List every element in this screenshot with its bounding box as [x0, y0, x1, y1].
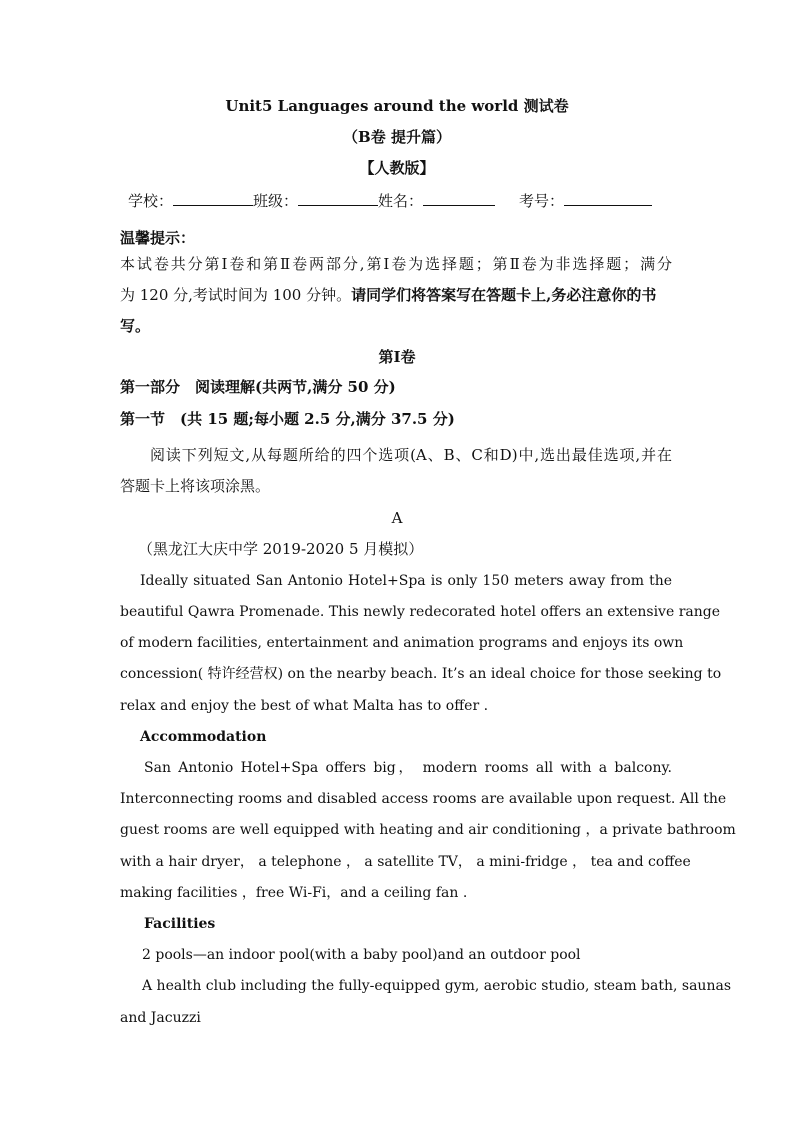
school-label: 学校：: [128, 192, 174, 210]
notice-line-1: 本试卷共分第Ⅰ卷和第Ⅱ卷两部分,第Ⅰ卷为选择题；第Ⅱ卷为非选择题；满分: [120, 255, 672, 273]
accommodation-line: San Antonio Hotel+Spa offers big， modern rooms all with a balcony.: [144, 760, 672, 776]
facilities-heading: Facilities: [144, 916, 216, 932]
intro-line: relax and enjoy the best of what Malta has to offer .: [120, 698, 489, 714]
accommodation-line: guest rooms are well equipped with heating and air conditioning ，a private bathroom: [120, 822, 736, 838]
exam-title: Unit5 Languages around the world 测试卷: [225, 97, 569, 115]
intro-line: Ideally situated San Antonio Hotel+Spa is only 150 meters away from the: [140, 573, 672, 589]
intro-line: of modern facilities, entertainment and animation programs and enjoys its own: [120, 635, 684, 651]
school-blank[interactable]: [173, 191, 253, 206]
exam-subtitle: （B卷 提升篇）: [343, 128, 451, 146]
notice-line-2: [120, 285, 656, 305]
notice-heading: 温馨提示：: [120, 229, 196, 247]
notice-line-2-bold: 请同学们将答案写在答题卡上,务必注意你的书: [351, 286, 657, 304]
student-info-row: [128, 191, 652, 211]
section-title: 第一节 (共 15 题;每小题 2.5 分,满分 37.5 分): [120, 410, 455, 428]
accommodation-line: Interconnecting rooms and disabled access rooms are available upon request. All the: [120, 791, 727, 807]
exam-number-label: 考号：: [519, 192, 565, 210]
passage-label: A: [391, 509, 403, 527]
part-title: 第一部分 阅读理解(共两节,满分 50 分): [120, 378, 396, 396]
notice-line-2-normal: 为 120 分,考试时间为 100 分钟。: [120, 286, 352, 304]
edition-label: 【人教版】: [359, 159, 435, 177]
intro-line: concession( 特许经营权) on the nearby beach. It’s an ideal choice for those seeking to: [120, 666, 722, 682]
instructions-line-2: 答题卡上将该项涂黑。: [120, 477, 271, 495]
accommodation-line: making facilities ，free Wi-Fi，and a ceiling fan .: [120, 885, 468, 901]
passage-source: （黑龙江大庆中学 2019-2020 5 月模拟）: [138, 540, 424, 558]
class-label: 班级：: [253, 192, 299, 210]
instructions-line-1: 阅读下列短文,从每题所给的四个选项(A、B、C和D)中,选出最佳选项,并在: [150, 446, 672, 464]
facilities-line: A health club including the fully-equipped gym, aerobic studio, steam bath, saunas: [142, 978, 731, 994]
facilities-line: and Jacuzzi: [120, 1010, 201, 1026]
accommodation-heading: Accommodation: [140, 729, 267, 745]
name-label: 姓名：: [378, 192, 424, 210]
accommodation-line: with a hair dryer， a telephone ， a satellite TV， a mini-fridge ， tea and coffee: [120, 854, 691, 870]
name-blank[interactable]: [423, 191, 495, 206]
intro-line: beautiful Qawra Promenade. This newly redecorated hotel offers an extensive range: [120, 604, 720, 620]
volume-title: 第Ⅰ卷: [378, 348, 416, 366]
facilities-line: 2 pools—an indoor pool(with a baby pool)and an outdoor pool: [142, 947, 581, 963]
notice-line-3: 写。: [120, 317, 151, 335]
exam-number-blank[interactable]: [564, 191, 652, 206]
class-blank[interactable]: [298, 191, 378, 206]
